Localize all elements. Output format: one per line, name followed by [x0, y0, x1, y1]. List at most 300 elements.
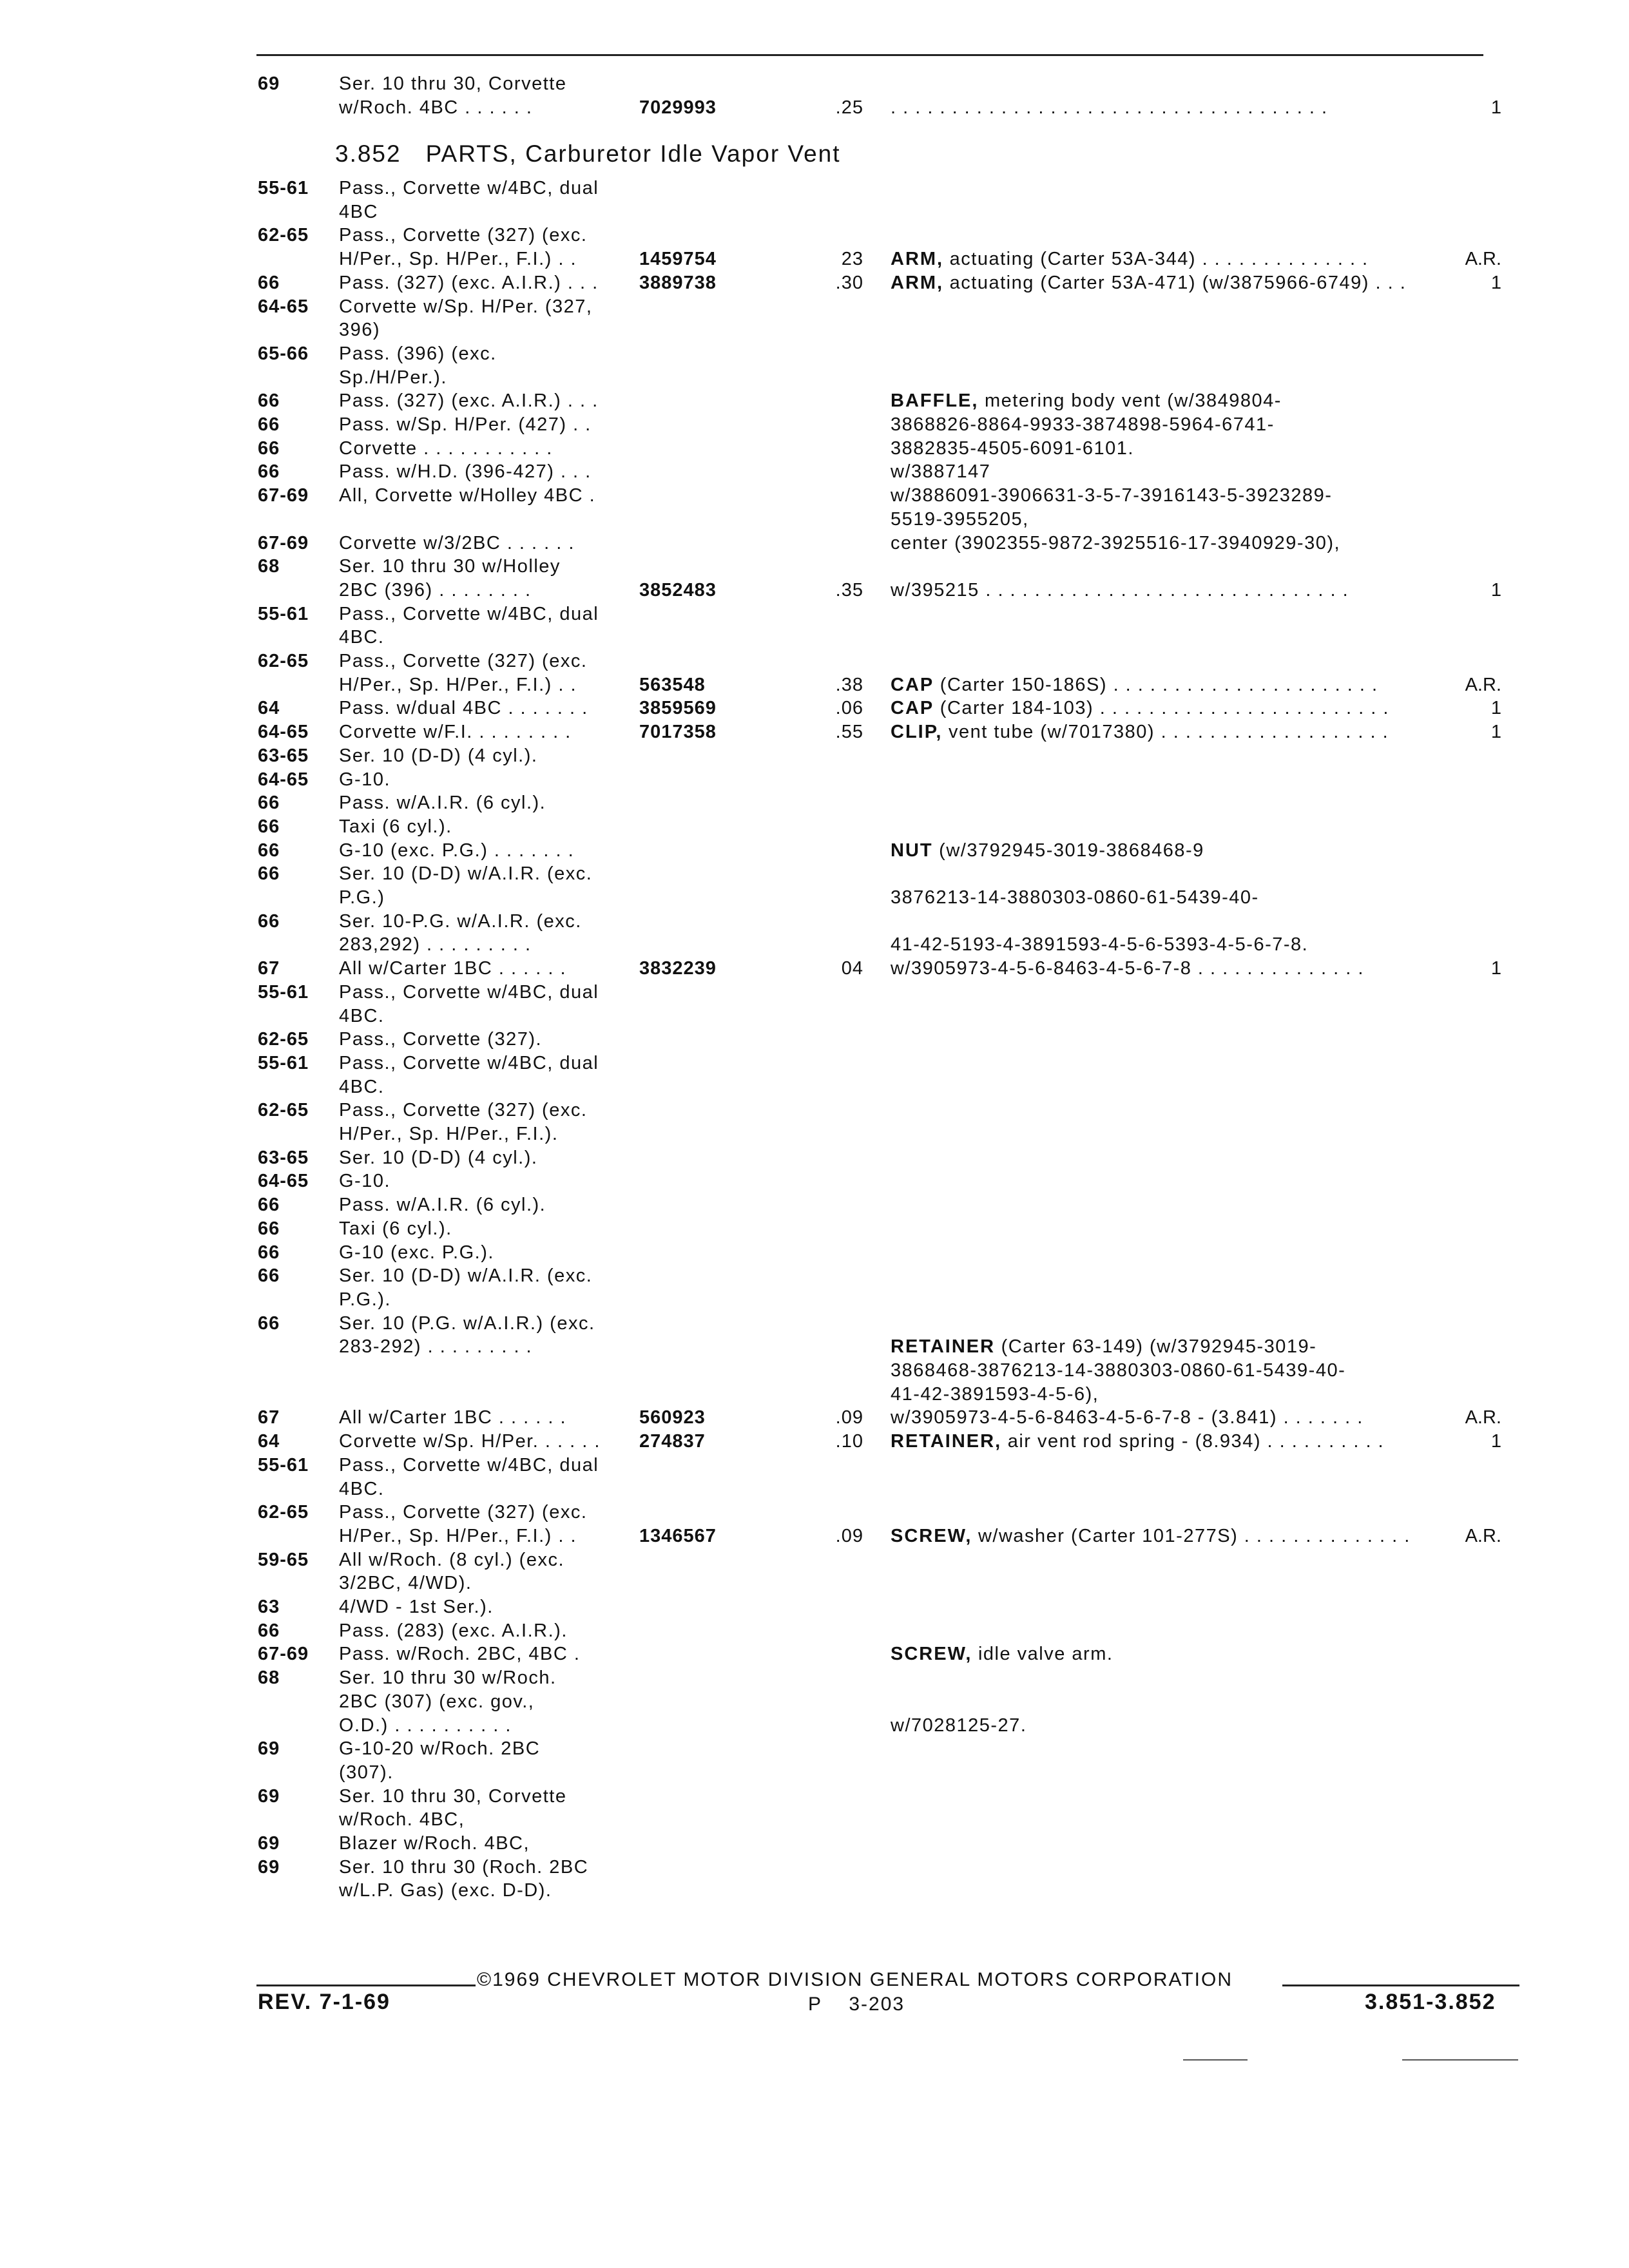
model-cell: 283-292) . . . . . . . . . — [339, 1336, 533, 1358]
model-cell: w/Roch. 4BC . . . . . . — [339, 97, 533, 118]
year-cell: 66 — [258, 461, 280, 483]
table-row — [0, 1856, 1629, 1880]
table-row — [0, 1241, 1629, 1265]
description-text: 3868826-8864-9933-3874898-5964-6741- — [891, 414, 1275, 435]
model-cell: Ser. 10-P.G. w/A.I.R. (exc. — [339, 910, 582, 932]
description-text: (Carter 150-186S) . . . . . . . . . . . . . . . . . . . . . . — [940, 674, 1378, 695]
year-cell: 66 — [258, 414, 280, 435]
model-cell: Pass., Corvette w/4BC, dual — [339, 1052, 599, 1073]
description-cell — [891, 1430, 1384, 1453]
part-name: ARM, — [891, 272, 944, 293]
table-row — [0, 957, 1629, 981]
table-row — [0, 1808, 1629, 1832]
description-text: 5519-3955205, — [891, 508, 1029, 530]
footer-copyright-line — [256, 1969, 1519, 1995]
table-row — [0, 1690, 1629, 1715]
table-row — [0, 1879, 1629, 1903]
year-cell: 64-65 — [258, 296, 309, 317]
year-cell: 67 — [258, 1407, 280, 1428]
year-cell: 67 — [258, 958, 280, 979]
table-row — [0, 1264, 1629, 1289]
year-cell: 64-65 — [258, 769, 309, 790]
description-cell — [891, 413, 1275, 436]
model-cell: 396) — [339, 320, 381, 341]
table-row — [0, 1359, 1629, 1383]
page-label: P — [808, 1994, 823, 2015]
table-row — [0, 200, 1629, 225]
description-cell — [891, 673, 1378, 697]
table-row — [0, 1430, 1629, 1454]
price-cell: .06 — [835, 698, 863, 719]
year-cell: 69 — [258, 73, 280, 94]
table-row — [0, 295, 1629, 320]
year-cell: 68 — [258, 1667, 280, 1689]
table-row — [0, 1642, 1629, 1667]
table-row — [0, 1406, 1629, 1430]
model-cell: Ser. 10 (D-D) w/A.I.R. (exc. — [339, 1265, 593, 1287]
model-cell: P.G.) — [339, 887, 385, 908]
price-cell: .55 — [835, 722, 863, 743]
table-row — [0, 96, 1629, 120]
model-cell: Pass., Corvette w/4BC, dual — [339, 178, 599, 198]
year-cell: 66 — [258, 1242, 280, 1263]
price-cell: .25 — [835, 97, 863, 118]
part-number-cell: 3889738 — [639, 272, 717, 293]
table-row — [0, 342, 1629, 367]
description-cell — [891, 839, 1204, 862]
model-cell: Pass. (283) (exc. A.I.R.). — [339, 1620, 568, 1641]
part-name: BAFFLE, — [891, 390, 979, 412]
model-cell: w/Roch. 4BC, — [339, 1809, 465, 1831]
table-row — [0, 839, 1629, 863]
table-row — [0, 815, 1629, 840]
year-cell: 55-61 — [258, 603, 309, 624]
description-cell — [891, 1359, 1345, 1382]
description-text: (Carter 63-149) (w/3792945-3019- — [1001, 1336, 1317, 1358]
year-cell: 55-61 — [258, 1052, 309, 1073]
year-cell: 66 — [258, 1620, 280, 1641]
description-cell — [891, 933, 1308, 956]
table-row — [0, 389, 1629, 414]
model-cell: 4BC — [339, 201, 378, 222]
page-number — [808, 1994, 905, 2015]
year-cell: 69 — [258, 1738, 280, 1760]
model-cell: 4BC. — [339, 1076, 385, 1097]
description-text: w/3905973-4-5-6-8463-4-5-6-7-8 - (3.841) . . . . . . . — [891, 1407, 1364, 1428]
year-cell: 62-65 — [258, 1502, 309, 1523]
model-cell: 4BC. — [339, 1478, 385, 1499]
model-cell: Corvette w/F.I. . . . . . . . . — [339, 722, 572, 743]
model-cell: Pass., Corvette w/4BC, dual — [339, 981, 599, 1003]
description-text: 3882835-4505-6091-6101. — [891, 437, 1134, 459]
table-row — [0, 768, 1629, 793]
model-cell: Pass. w/A.I.R. (6 cyl.). — [339, 793, 546, 814]
description-text: 3876213-14-3880303-0860-61-5439-40- — [891, 887, 1259, 908]
table-row — [0, 1501, 1629, 1525]
table-row — [0, 555, 1629, 579]
description-cell — [891, 1335, 1316, 1358]
model-cell: Ser. 10 (P.G. w/A.I.R.) (exc. — [339, 1312, 595, 1334]
scan-smudge — [1402, 2059, 1518, 2061]
model-cell: Corvette w/3/2BC . . . . . . — [339, 532, 575, 553]
year-cell: 64 — [258, 1431, 280, 1452]
model-cell: H/Per., Sp. H/Per., F.I.). — [339, 1124, 559, 1144]
table-row — [0, 1217, 1629, 1242]
price-cell: 04 — [841, 958, 863, 979]
table-row — [0, 1761, 1629, 1785]
description-text: (Carter 184-103) . . . . . . . . . . . . . . . . . . . . . . . . — [940, 698, 1389, 719]
table-row — [0, 744, 1629, 769]
model-cell: Pass., Corvette (327) (exc. — [339, 1502, 588, 1523]
description-cell — [891, 579, 1349, 602]
model-cell: Pass., Corvette (327) (exc. — [339, 1100, 588, 1121]
quantity-cell: 1 — [1490, 579, 1501, 601]
year-cell: 55-61 — [258, 178, 309, 198]
description-cell — [891, 389, 1282, 412]
model-cell: Ser. 10 thru 30 w/Roch. — [339, 1667, 557, 1689]
model-cell: All w/Roch. (8 cyl.) (exc. — [339, 1549, 564, 1570]
description-text: w/7028125-27. — [891, 1715, 1027, 1736]
quantity-cell: A.R. — [1465, 1525, 1501, 1546]
model-cell: Pass., Corvette (327). — [339, 1029, 543, 1050]
year-cell: 69 — [258, 1785, 280, 1807]
part-number-cell: 7029993 — [639, 97, 717, 118]
model-cell: Ser. 10 (D-D) (4 cyl.). — [339, 745, 538, 766]
model-cell: Blazer w/Roch. 4BC, — [339, 1833, 530, 1854]
part-name: SCREW, — [891, 1644, 972, 1665]
table-row — [0, 224, 1629, 248]
description-text: 3868468-3876213-14-3880303-0860-61-5439-40- — [891, 1360, 1346, 1381]
description-cell — [891, 484, 1332, 507]
description-cell — [891, 957, 1364, 980]
description-text: w/washer (Carter 101-277S) . . . . . . . . . . . . . . — [978, 1525, 1411, 1546]
table-row — [0, 1004, 1629, 1029]
description-cell — [891, 508, 1029, 531]
part-number-cell: 3832239 — [639, 958, 717, 979]
table-row — [0, 1028, 1629, 1052]
year-cell: 63-65 — [258, 1147, 309, 1168]
model-cell: Ser. 10 thru 30 w/Holley — [339, 556, 561, 577]
year-cell: 64 — [258, 698, 280, 719]
table-row — [0, 177, 1629, 201]
table-row — [0, 1169, 1629, 1194]
model-cell: Pass., Corvette w/4BC, dual — [339, 603, 599, 624]
year-cell: 66 — [258, 840, 280, 861]
model-cell: H/Per., Sp. H/Per., F.I.) . . — [339, 249, 577, 270]
year-cell: 66 — [258, 1265, 280, 1287]
year-cell: 59-65 — [258, 1549, 309, 1570]
table-row — [0, 649, 1629, 674]
model-cell: w/L.P. Gas) (exc. D-D). — [339, 1880, 552, 1901]
description-cell — [891, 1383, 1099, 1406]
table-row — [0, 1737, 1629, 1762]
price-cell: .09 — [835, 1407, 863, 1428]
part-number-cell: 1459754 — [639, 249, 717, 270]
model-cell: Pass. (396) (exc. — [339, 343, 497, 364]
section-heading: PARTS, Carburetor Idle Vapor Vent — [425, 140, 841, 167]
price-cell: .10 — [835, 1431, 863, 1452]
quantity-cell: 1 — [1490, 272, 1501, 293]
model-cell: 2BC (307) (exc. gov., — [339, 1691, 535, 1712]
description-cell — [891, 720, 1389, 744]
model-cell: Pass., Corvette w/4BC, dual — [339, 1454, 599, 1475]
table-row — [0, 602, 1629, 627]
year-cell: 66 — [258, 1312, 280, 1334]
description-cell — [891, 697, 1389, 720]
quantity-cell: 1 — [1490, 698, 1501, 719]
table-row — [0, 484, 1629, 508]
model-cell: G-10. — [339, 1171, 391, 1192]
quantity-cell: A.R. — [1465, 249, 1501, 270]
description-cell — [891, 1642, 1113, 1666]
table-row — [0, 1075, 1629, 1100]
description-text: w/3905973-4-5-6-8463-4-5-6-7-8 . . . . . . . . . . . . . . — [891, 958, 1364, 979]
model-cell: 3/2BC, 4/WD). — [339, 1573, 472, 1594]
model-cell: Pass. w/dual 4BC . . . . . . . — [339, 698, 588, 719]
year-cell: 66 — [258, 437, 280, 459]
table-row — [0, 626, 1629, 650]
description-text: (w/3792945-3019-3868468-9 — [939, 840, 1204, 861]
description-text: vent tube (w/7017380) . . . . . . . . . . . . . . . . . . . — [948, 722, 1389, 743]
year-cell: 63 — [258, 1597, 280, 1617]
part-number-cell: 3852483 — [639, 579, 717, 601]
description-text: 41-42-5193-4-3891593-4-5-6-5393-4-5-6-7-8. — [891, 934, 1309, 956]
part-number-cell: 1346567 — [639, 1525, 717, 1546]
year-cell: 66 — [258, 910, 280, 932]
model-cell: Pass. w/A.I.R. (6 cyl.). — [339, 1195, 546, 1216]
year-cell: 66 — [258, 1218, 280, 1239]
year-cell: 68 — [258, 556, 280, 577]
table-row — [0, 862, 1629, 887]
description-cell — [891, 1714, 1027, 1737]
table-row — [0, 460, 1629, 485]
table-row — [0, 1383, 1629, 1407]
year-cell: 66 — [258, 863, 280, 885]
top-rule — [256, 54, 1483, 56]
description-text: actuating (Carter 53A-344) . . . . . . . . . . . . . . — [949, 249, 1369, 270]
table-row — [0, 910, 1629, 934]
part-number-cell: 7017358 — [639, 722, 717, 743]
year-cell: 63-65 — [258, 745, 309, 766]
table-row — [0, 247, 1629, 272]
quantity-cell: A.R. — [1465, 674, 1501, 695]
model-cell: Ser. 10 (D-D) w/A.I.R. (exc. — [339, 863, 593, 885]
year-cell: 66 — [258, 272, 280, 293]
price-cell: .09 — [835, 1525, 863, 1546]
table-row — [0, 1454, 1629, 1478]
price-cell: .35 — [835, 579, 863, 601]
model-cell: Pass. w/Roch. 2BC, 4BC . — [339, 1644, 581, 1665]
model-cell: G-10-20 w/Roch. 2BC — [339, 1738, 541, 1760]
part-name: CAP — [891, 674, 934, 695]
model-cell: O.D.) . . . . . . . . . . — [339, 1715, 512, 1736]
price-cell: .30 — [835, 272, 863, 293]
year-cell: 67-69 — [258, 1644, 309, 1665]
price-cell: 23 — [841, 249, 863, 270]
table-row — [0, 1288, 1629, 1312]
model-cell: Ser. 10 thru 30 (Roch. 2BC — [339, 1856, 589, 1878]
footer-rule-left — [256, 1984, 476, 1986]
model-cell: Pass., Corvette (327) (exc. — [339, 651, 588, 671]
section-range: 3.851-3.852 — [1365, 1990, 1496, 2014]
model-cell: Ser. 10 (D-D) (4 cyl.). — [339, 1147, 538, 1168]
table-row — [0, 886, 1629, 910]
footer-rule-right — [1282, 1984, 1519, 1986]
table-row — [0, 1477, 1629, 1502]
table-row — [0, 720, 1629, 745]
year-cell: 69 — [258, 1833, 280, 1854]
model-cell: Corvette w/Sp. H/Per. . . . . . — [339, 1431, 601, 1452]
model-cell: 4BC. — [339, 627, 385, 648]
description-text: w/395215 . . . . . . . . . . . . . . . . . . . . . . . . . . . . . . — [891, 579, 1349, 601]
year-cell: 66 — [258, 1195, 280, 1216]
model-cell: Pass. w/Sp. H/Per. (427) . . — [339, 414, 592, 435]
table-row — [0, 413, 1629, 437]
table-row — [0, 1052, 1629, 1076]
model-cell: Sp./H/Per.). — [339, 367, 447, 388]
part-number-cell: 560923 — [639, 1407, 706, 1428]
description-text: actuating (Carter 53A-471) (w/3875966-6749) . . . — [949, 272, 1407, 293]
year-cell: 65-66 — [258, 343, 309, 364]
model-cell: G-10. — [339, 769, 391, 790]
model-cell: 4BC. — [339, 1005, 385, 1026]
description-cell — [891, 247, 1369, 271]
model-cell: Ser. 10 thru 30, Corvette — [339, 73, 567, 94]
table-row — [0, 437, 1629, 461]
year-cell: 66 — [258, 793, 280, 814]
year-cell: 67-69 — [258, 485, 309, 506]
model-cell: 283,292) . . . . . . . . . — [339, 934, 532, 956]
model-cell: All, Corvette w/Holley 4BC . — [339, 485, 596, 506]
model-cell: G-10 (exc. P.G.). — [339, 1242, 494, 1263]
table-row — [0, 673, 1629, 698]
description-text: metering body vent (w/3849804- — [985, 390, 1282, 412]
description-text: air vent rod spring - (8.934) . . . . . . . . . . — [1007, 1431, 1385, 1452]
year-cell: 69 — [258, 1856, 280, 1878]
table-row — [0, 72, 1629, 97]
description-text: . . . . . . . . . . . . . . . . . . . . . . . . . . . . . . . . . . . . — [891, 97, 1328, 118]
table-row — [0, 981, 1629, 1005]
model-cell: Pass. w/H.D. (396-427) . . . — [339, 461, 592, 483]
model-cell: H/Per., Sp. H/Per., F.I.) . . — [339, 1525, 577, 1546]
table-row — [0, 1335, 1629, 1360]
description-text: w/3886091-3906631-3-5-7-3916143-5-3923289- — [891, 485, 1333, 506]
description-cell — [891, 437, 1134, 460]
scan-smudge — [1183, 2059, 1248, 2061]
table-row — [0, 1312, 1629, 1336]
model-cell: Pass. (327) (exc. A.I.R.) . . . — [339, 272, 599, 293]
description-cell — [891, 532, 1340, 555]
description-cell — [891, 1524, 1411, 1548]
table-row — [0, 532, 1629, 556]
table-row — [0, 1832, 1629, 1856]
year-cell: 55-61 — [258, 1454, 309, 1475]
year-cell: 55-61 — [258, 981, 309, 1003]
description-text: center (3902355-9872-3925516-17-3940929-30), — [891, 532, 1341, 553]
part-name: ARM, — [891, 249, 944, 270]
table-row — [0, 1571, 1629, 1596]
table-row — [0, 1524, 1629, 1549]
description-text: 41-42-3891593-4-5-6), — [891, 1383, 1099, 1405]
part-name: RETAINER — [891, 1336, 996, 1358]
table-row — [0, 366, 1629, 390]
description-cell — [891, 460, 990, 483]
quantity-cell: A.R. — [1465, 1407, 1501, 1428]
part-number-cell: 274837 — [639, 1431, 706, 1452]
model-cell: Taxi (6 cyl.). — [339, 816, 452, 837]
year-cell: 66 — [258, 390, 280, 412]
table-row — [0, 1619, 1629, 1644]
table-row — [0, 318, 1629, 343]
model-cell: H/Per., Sp. H/Per., F.I.) . . — [339, 674, 577, 695]
model-cell: 4/WD - 1st Ser.). — [339, 1597, 494, 1617]
section-title — [335, 140, 841, 168]
part-name: CAP — [891, 698, 934, 719]
model-cell: Corvette w/Sp. H/Per. (327, — [339, 296, 593, 317]
model-cell: Corvette . . . . . . . . . . . — [339, 437, 553, 459]
part-name: SCREW, — [891, 1525, 972, 1546]
model-cell: Pass. (327) (exc. A.I.R.) . . . — [339, 390, 599, 412]
table-row — [0, 1099, 1629, 1123]
year-cell: 66 — [258, 816, 280, 837]
model-cell: All w/Carter 1BC . . . . . . — [339, 958, 567, 979]
model-cell: All w/Carter 1BC . . . . . . — [339, 1407, 567, 1428]
part-name: CLIP, — [891, 722, 943, 743]
description-cell — [891, 96, 1328, 119]
year-cell: 62-65 — [258, 1029, 309, 1050]
price-cell: .38 — [835, 674, 863, 695]
model-cell: G-10 (exc. P.G.) . . . . . . . — [339, 840, 575, 861]
year-cell: 67-69 — [258, 532, 309, 553]
quantity-cell: 1 — [1490, 722, 1501, 743]
description-text: idle valve arm. — [978, 1644, 1113, 1665]
year-cell: 64-65 — [258, 722, 309, 743]
revision-date: REV. 7-1-69 — [258, 1990, 390, 2014]
quantity-cell: 1 — [1490, 958, 1501, 979]
table-row — [0, 1595, 1629, 1620]
table-row — [0, 1714, 1629, 1738]
model-cell: Pass., Corvette (327) (exc. — [339, 225, 588, 246]
description-cell — [891, 886, 1259, 909]
year-cell: 62-65 — [258, 651, 309, 671]
part-name: NUT — [891, 840, 933, 861]
description-cell — [891, 271, 1406, 294]
part-number-cell: 563548 — [639, 674, 706, 695]
quantity-cell: 1 — [1490, 97, 1501, 118]
table-row — [0, 1122, 1629, 1147]
table-row — [0, 791, 1629, 816]
year-cell: 62-65 — [258, 1100, 309, 1121]
quantity-cell: 1 — [1490, 1431, 1501, 1452]
model-cell: Taxi (6 cyl.). — [339, 1218, 452, 1239]
table-row — [0, 579, 1629, 603]
page-number-value: 3-203 — [849, 1994, 905, 2015]
copyright-text: ©1969 CHEVROLET MOTOR DIVISION GENERAL MOTORS CORPORATION — [477, 1969, 1233, 1990]
model-cell: P.G.). — [339, 1289, 391, 1310]
table-row — [0, 1666, 1629, 1691]
table-row — [0, 1146, 1629, 1171]
table-row — [0, 1193, 1629, 1218]
model-cell: 2BC (396) . . . . . . . . — [339, 579, 532, 601]
year-cell: 62-65 — [258, 225, 309, 246]
model-cell: (307). — [339, 1762, 394, 1783]
description-cell — [891, 1406, 1364, 1429]
description-text: w/3887147 — [891, 461, 991, 483]
year-cell: 64-65 — [258, 1171, 309, 1192]
model-cell: Ser. 10 thru 30, Corvette — [339, 1785, 567, 1807]
section-number: 3.852 — [335, 140, 401, 167]
part-name: RETAINER, — [891, 1431, 1002, 1452]
